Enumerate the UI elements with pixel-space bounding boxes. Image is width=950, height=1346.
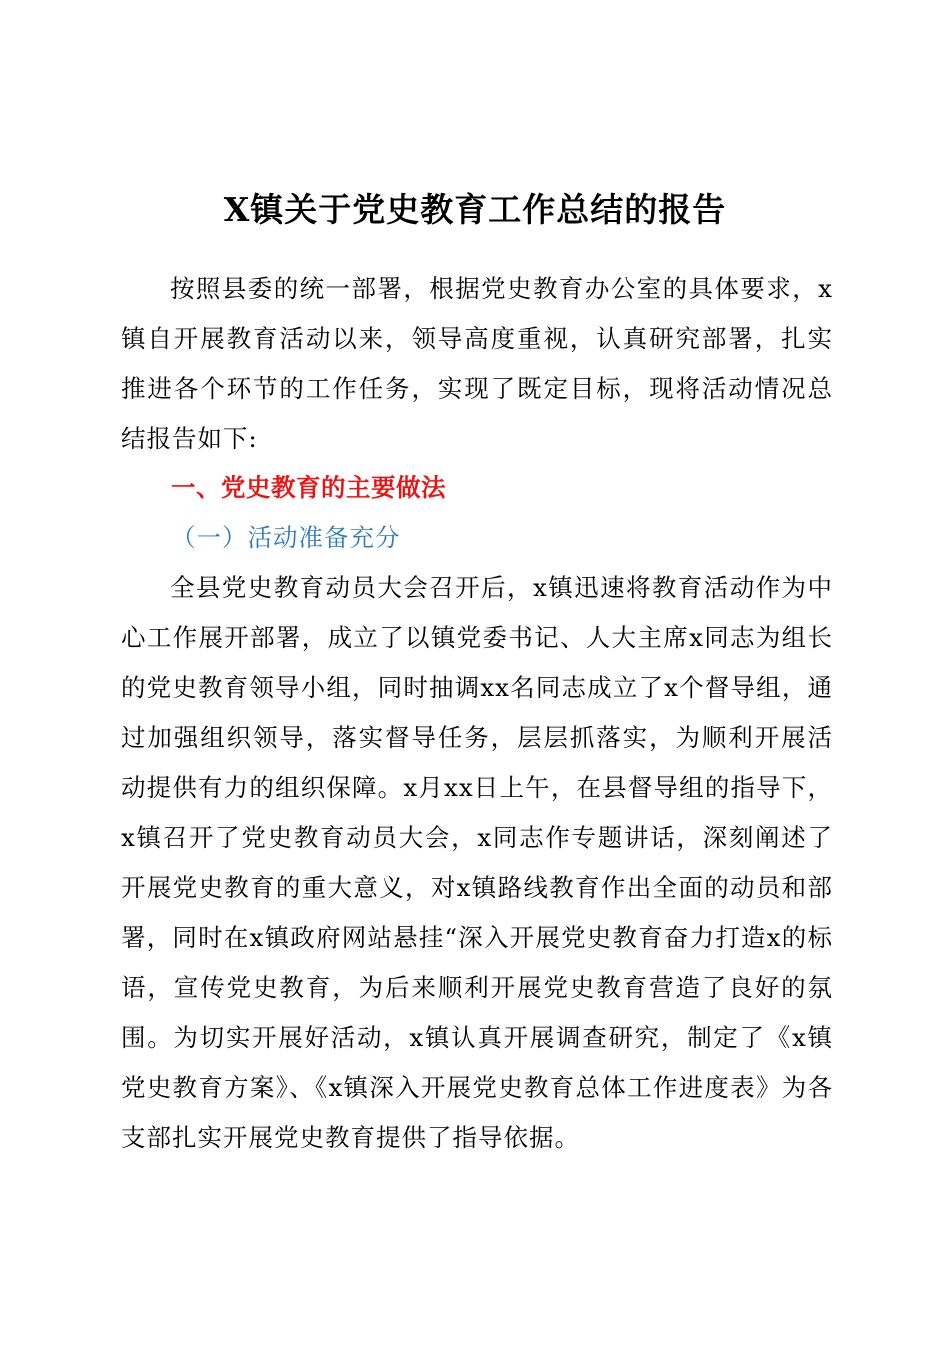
document-title: X镇关于党史教育工作总结的报告	[223, 190, 727, 229]
subsection-paragraph: 全县党史教育动员大会召开后，x镇迅速将教育活动作为中心工作展开部署，成立了以镇党委书记、人大主席x同志为组长的党史教育领导小组，同时抽调xx名同志成立了x个督导组，通过加强组织领导，落实督导任务，层层抓落实，为顺利开展活动提供有力的组织保障。x月xx日上午，在县督导组的指导下，x镇召开了党史教育动员大会，x同志作专题讲话，深刻阐述了开展党史教育的重大意义，对x镇路线教育作出全面的动员和部署，同时在x镇政府网站悬挂“深入开展党史教育奋力打造x的标语，宣传党史教育，为后来顺利开展党史教育营造了良好的氛围。为切实开展好活动，x镇认真开展调查研究，制定了《x镇党史教育方案》、《x镇深入开展党史教育总体工作进度表》为各支部扎实开展党史教育提供了指导依据。	[121, 573, 833, 1152]
subsection-heading: （一）活动准备充分	[171, 523, 401, 552]
intro-paragraph: 按照县委的统一部署，根据党史教育办公室的具体要求，x镇自开展教育活动以来，领导高度重视，认真研究部署，扎实推进各个环节的工作任务，实现了既定目标，现将活动情况总结报告如下:	[121, 274, 833, 453]
section-heading: 一、党史教育的主要做法	[171, 473, 446, 502]
